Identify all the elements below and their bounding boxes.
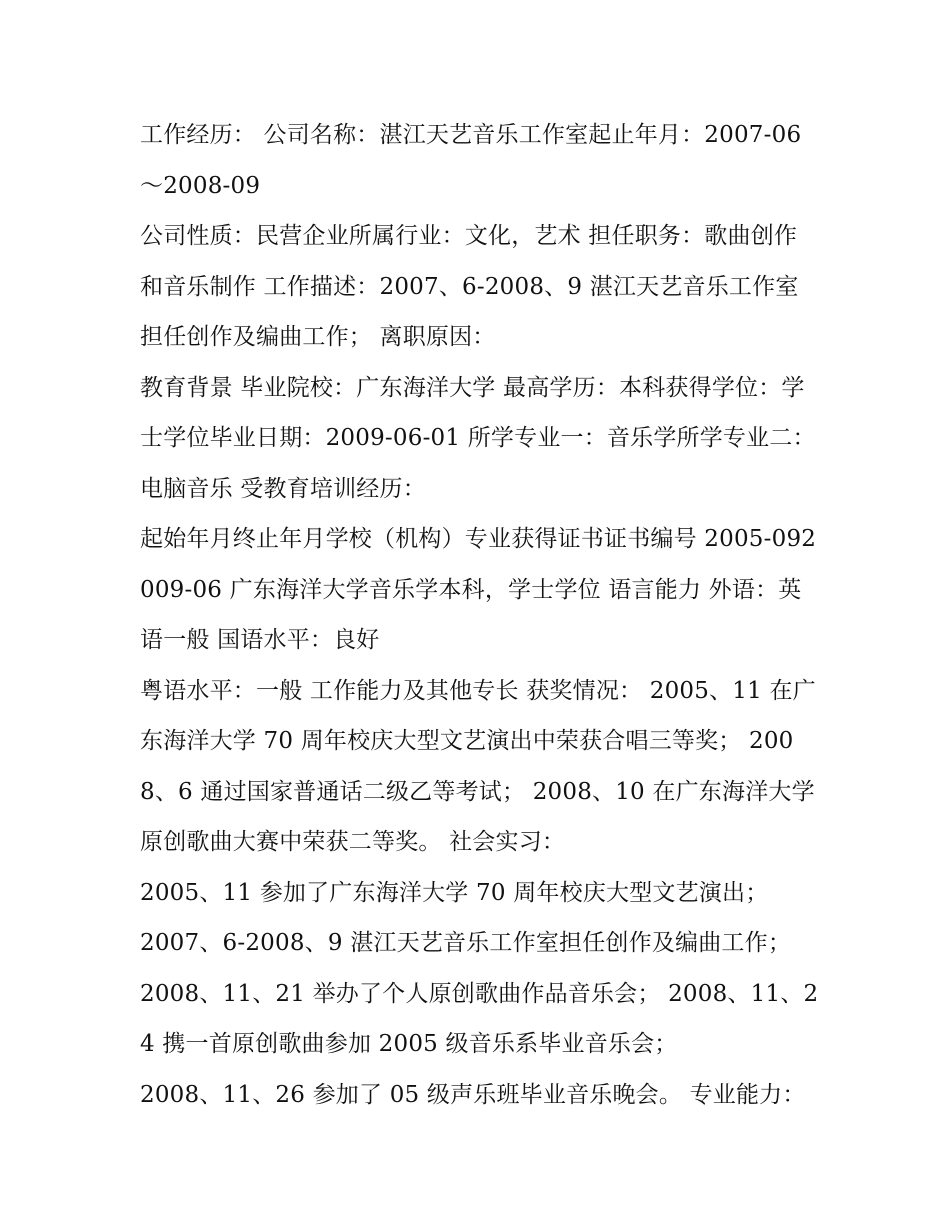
paragraph-education: 教育背景 毕业院校：广东海洋大学 最高学历：本科获得学位：学士学位毕业日期：2009-06-01 所学专业一：音乐学所学专业二：电脑音乐 受教育培训经历： [140, 374, 816, 502]
paragraph-graduation-concert: 2008、11、26 参加了 05 级声乐班毕业音乐晚会。 专业能力： [140, 1081, 806, 1108]
paragraph-training-language: 起始年月终止年月学校（机构）专业获得证书证书编号 2005-092009-06 广东海洋大学音乐学本科，学士学位 语言能力 外语：英语一般 国语水平：良好 [140, 526, 817, 653]
paragraph-awards-internship: 粤语水平：一般 工作能力及其他专长 获奖情况： 2005、11 在广东海洋大学 70 周年校庆大型文艺演出中荣获合唱三等奖； 2008、6 通过国家普通话二级乙等考试； 2008、10 在广东海洋大学原创歌曲大赛中荣获二等奖。 社会实习： [140, 677, 816, 855]
paragraph-internship-2005: 2005、11 参加了广东海洋大学 70 周年校庆大型文艺演出； [140, 879, 769, 906]
resume-text-body [140, 110, 820, 1120]
paragraph-internship-2007: 2007、6-2008、9 湛江天艺音乐工作室担任创作及编曲工作； [140, 930, 792, 956]
paragraph-work-experience: 工作经历： 公司名称：湛江天艺音乐工作室起止年月：2007-06～2008-09 [140, 122, 802, 199]
paragraph-company-info: 公司性质：民营企业所属行业：文化，艺术 担任职务：歌曲创作和音乐制作 工作描述：2007、6-2008、9 湛江天艺音乐工作室担任创作及编曲工作； 离职原因： [140, 223, 799, 350]
paragraph-concerts-2008: 2008、11、21 举办了个人原创歌曲作品音乐会； 2008、11、24 携一首原创歌曲参加 2005 级音乐系毕业音乐会； [140, 980, 819, 1057]
